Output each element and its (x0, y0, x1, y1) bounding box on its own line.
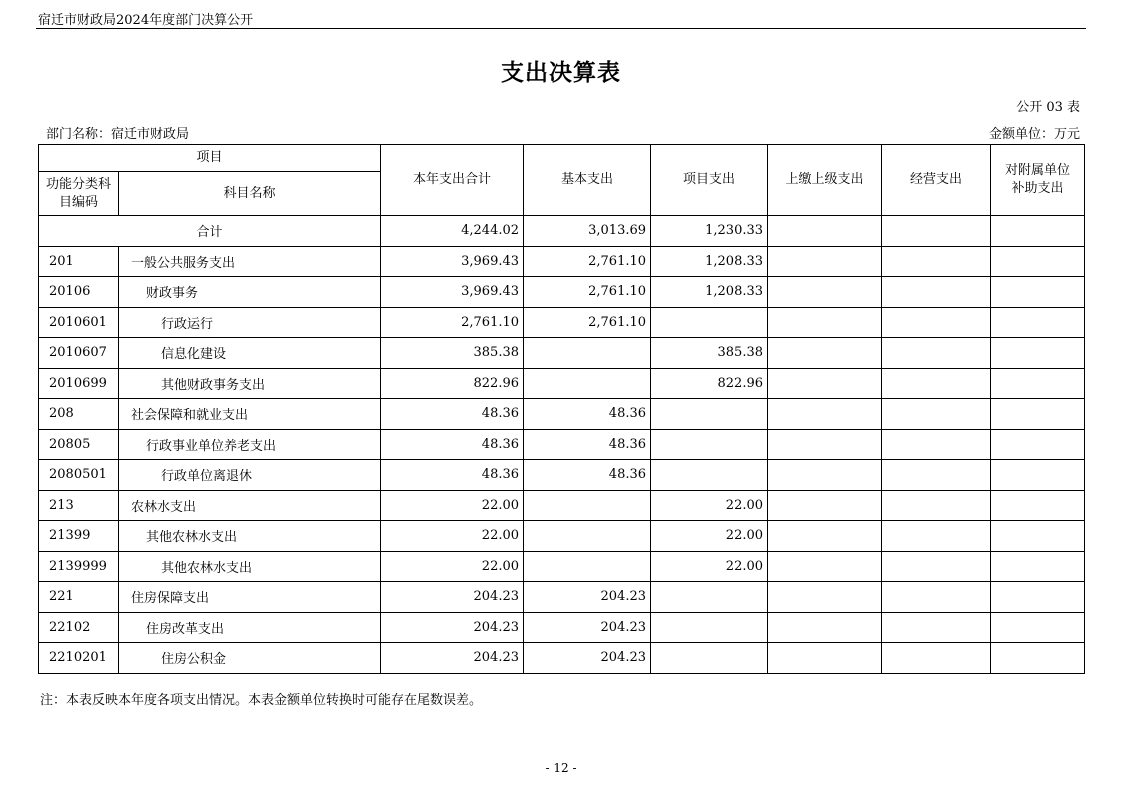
row-subsidy (991, 460, 1085, 491)
row-amount: 22.00 (381, 521, 524, 552)
row-upper (768, 338, 882, 369)
row-amount: 385.38 (381, 338, 524, 369)
row-basic: 204.23 (524, 612, 651, 643)
row-subsidy (991, 307, 1085, 338)
row-upper (768, 490, 882, 521)
row-subsidy (991, 521, 1085, 552)
row-project (651, 307, 768, 338)
row-business (882, 307, 991, 338)
row-upper (768, 429, 882, 460)
row-code: 2010607 (39, 338, 119, 369)
table-row (39, 521, 1085, 552)
row-basic: 2,761.10 (524, 277, 651, 308)
row-code: 2139999 (39, 551, 119, 582)
row-code: 213 (39, 490, 119, 521)
row-project (651, 612, 768, 643)
row-basic (524, 490, 651, 521)
table-row (39, 277, 1085, 308)
row-subsidy (991, 490, 1085, 521)
row-basic: 2,761.10 (524, 246, 651, 277)
row-project (651, 643, 768, 674)
row-business (882, 612, 991, 643)
table-row (39, 460, 1085, 491)
row-code: 2010601 (39, 307, 119, 338)
row-business (882, 277, 991, 308)
subsidy-header: 对附属单位补助支出 (991, 145, 1085, 216)
row-basic (524, 521, 651, 552)
row-upper (768, 582, 882, 613)
row-business (882, 643, 991, 674)
row-name: 财政事务 (119, 277, 381, 308)
row-amount: 3,969.43 (381, 277, 524, 308)
row-name: 其他农林水支出 (119, 551, 381, 582)
code-header: 功能分类科目编码 (39, 172, 119, 216)
row-subsidy (991, 643, 1085, 674)
row-name: 其他财政事务支出 (119, 368, 381, 399)
row-business (882, 521, 991, 552)
row-subsidy (991, 582, 1085, 613)
total-project: 1,230.33 (651, 216, 768, 247)
row-basic: 2,761.10 (524, 307, 651, 338)
row-project: 385.38 (651, 338, 768, 369)
row-basic (524, 368, 651, 399)
table-row (39, 643, 1085, 674)
row-upper (768, 612, 882, 643)
row-amount: 22.00 (381, 490, 524, 521)
document-header: 宿迁市财政局2024年度部门决算公开 (38, 13, 254, 28)
project-header: 项目支出 (651, 145, 768, 216)
row-amount: 48.36 (381, 460, 524, 491)
row-code: 208 (39, 399, 119, 430)
row-basic: 48.36 (524, 399, 651, 430)
expenditure-table (38, 144, 1085, 674)
row-amount: 22.00 (381, 551, 524, 582)
row-code: 20805 (39, 429, 119, 460)
total-subsidy (991, 216, 1085, 247)
row-business (882, 429, 991, 460)
table-row (39, 429, 1085, 460)
row-project (651, 399, 768, 430)
row-name: 行政单位离退休 (119, 460, 381, 491)
row-project (651, 582, 768, 613)
row-name: 一般公共服务支出 (119, 246, 381, 277)
row-name: 住房保障支出 (119, 582, 381, 613)
page-number: - 12 - (545, 761, 577, 775)
row-project (651, 460, 768, 491)
row-name: 行政运行 (119, 307, 381, 338)
row-amount: 48.36 (381, 429, 524, 460)
row-upper (768, 521, 882, 552)
row-name: 其他农林水支出 (119, 521, 381, 552)
row-upper (768, 551, 882, 582)
row-amount: 3,969.43 (381, 246, 524, 277)
row-code: 2080501 (39, 460, 119, 491)
total-header: 本年支出合计 (381, 145, 524, 216)
row-subsidy (991, 338, 1085, 369)
row-business (882, 490, 991, 521)
row-basic (524, 338, 651, 369)
item-header: 项目 (39, 145, 381, 172)
total-label: 合计 (39, 216, 381, 247)
row-code: 2010699 (39, 368, 119, 399)
row-project: 22.00 (651, 521, 768, 552)
row-business (882, 582, 991, 613)
total-business (882, 216, 991, 247)
row-project (651, 429, 768, 460)
row-basic (524, 551, 651, 582)
footnote: 注：本表反映本年度各项支出情况。本表金额单位转换时可能存在尾数误差。 (40, 693, 483, 708)
row-upper (768, 307, 882, 338)
row-name: 住房公积金 (119, 643, 381, 674)
header-divider (36, 28, 1086, 29)
row-code: 221 (39, 582, 119, 613)
row-business (882, 246, 991, 277)
row-basic: 204.23 (524, 582, 651, 613)
row-business (882, 551, 991, 582)
table-row (39, 582, 1085, 613)
row-project: 22.00 (651, 490, 768, 521)
row-name: 住房改革支出 (119, 612, 381, 643)
row-name: 信息化建设 (119, 338, 381, 369)
row-upper (768, 368, 882, 399)
row-upper (768, 643, 882, 674)
row-name: 行政事业单位养老支出 (119, 429, 381, 460)
row-upper (768, 399, 882, 430)
row-basic: 48.36 (524, 429, 651, 460)
total-row (39, 216, 1085, 247)
table-row (39, 399, 1085, 430)
row-subsidy (991, 612, 1085, 643)
row-business (882, 399, 991, 430)
row-code: 20106 (39, 277, 119, 308)
total-amount: 4,244.02 (381, 216, 524, 247)
row-amount: 204.23 (381, 643, 524, 674)
row-business (882, 460, 991, 491)
business-header: 经营支出 (882, 145, 991, 216)
row-basic: 48.36 (524, 460, 651, 491)
form-number: 公开 03 表 (1016, 100, 1080, 115)
row-business (882, 338, 991, 369)
total-basic: 3,013.69 (524, 216, 651, 247)
row-upper (768, 460, 882, 491)
row-amount: 2,761.10 (381, 307, 524, 338)
name-header: 科目名称 (119, 172, 381, 216)
row-amount: 204.23 (381, 612, 524, 643)
upper-header: 上缴上级支出 (768, 145, 882, 216)
unit-label: 金额单位：万元 (988, 127, 1080, 142)
row-basic: 204.23 (524, 643, 651, 674)
row-upper (768, 246, 882, 277)
table-row (39, 551, 1085, 582)
row-project: 1,208.33 (651, 277, 768, 308)
row-code: 2210201 (39, 643, 119, 674)
row-subsidy (991, 399, 1085, 430)
row-code: 22102 (39, 612, 119, 643)
table-title: 支出决算表 (501, 60, 621, 86)
row-code: 21399 (39, 521, 119, 552)
row-business (882, 368, 991, 399)
table-row (39, 338, 1085, 369)
row-amount: 48.36 (381, 399, 524, 430)
table-row (39, 612, 1085, 643)
total-upper (768, 216, 882, 247)
department-label: 部门名称：宿迁市财政局 (46, 127, 190, 142)
table-row (39, 368, 1085, 399)
row-subsidy (991, 551, 1085, 582)
row-amount: 822.96 (381, 368, 524, 399)
row-subsidy (991, 429, 1085, 460)
table-row (39, 246, 1085, 277)
table-row (39, 307, 1085, 338)
row-subsidy (991, 368, 1085, 399)
row-project: 822.96 (651, 368, 768, 399)
row-code: 201 (39, 246, 119, 277)
row-name: 农林水支出 (119, 490, 381, 521)
row-subsidy (991, 277, 1085, 308)
row-upper (768, 277, 882, 308)
basic-header: 基本支出 (524, 145, 651, 216)
table-row (39, 490, 1085, 521)
row-name: 社会保障和就业支出 (119, 399, 381, 430)
row-subsidy (991, 246, 1085, 277)
row-project: 22.00 (651, 551, 768, 582)
row-amount: 204.23 (381, 582, 524, 613)
row-project: 1,208.33 (651, 246, 768, 277)
